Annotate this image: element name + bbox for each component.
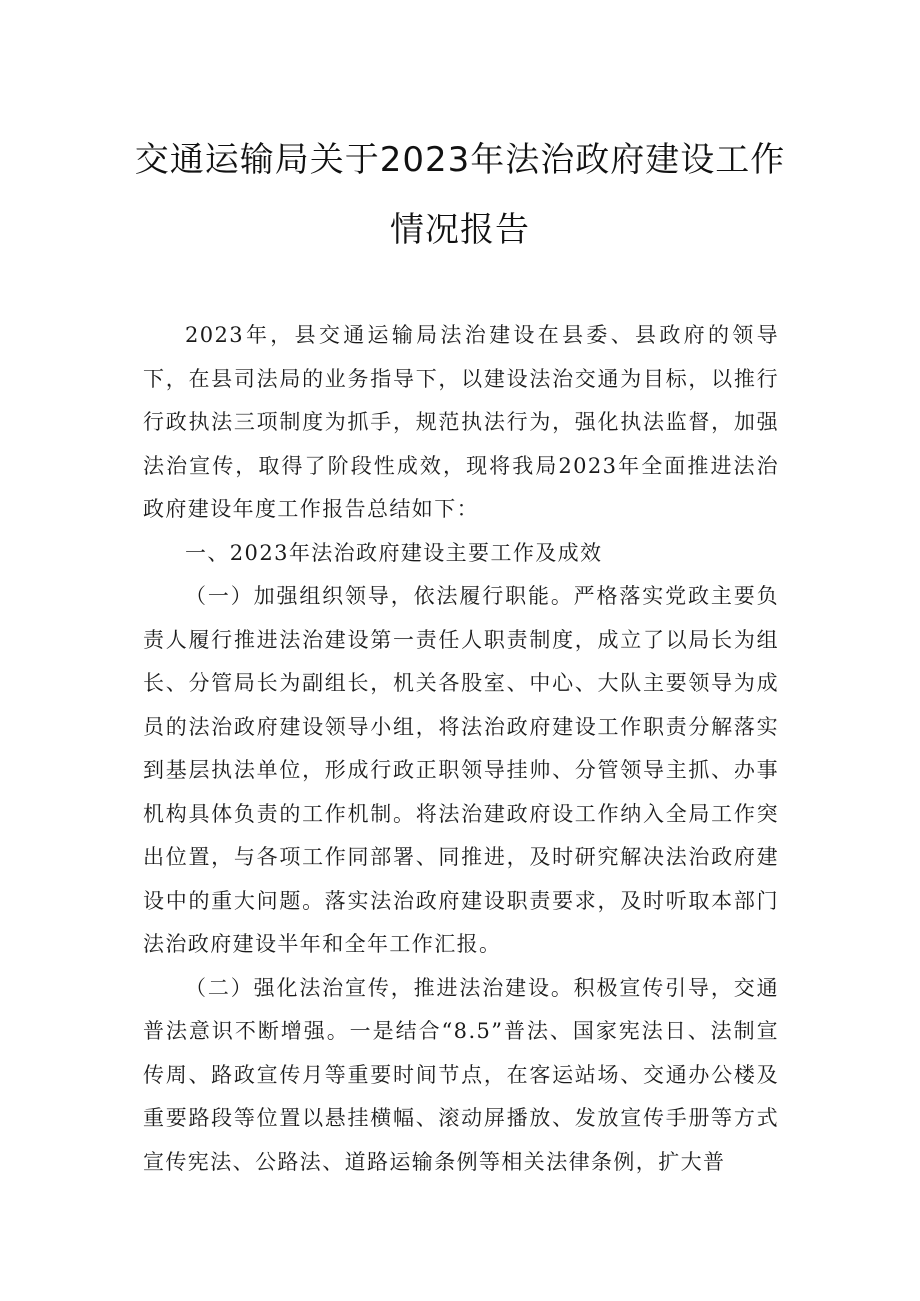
document-title-line-2: 情况报告 (390, 210, 530, 250)
document-title-line-1: 交通运输局关于2023年法治政府建设工作 (134, 140, 786, 180)
document-body (143, 314, 779, 1184)
section-heading-1: 一、2023年法治政府建设主要工作及成效 (185, 540, 603, 565)
intro-paragraph: 2023年，县交通运输局法治建设在县委、县政府的领导下，在县司法局的业务指导下，以建设法治交通为目标，以推行行政执法三项制度为抓手，规范执法行为，强化执法监督，加强法治宣传，取得了阶段性成效，现将我局2023年全面推进法治政府建设年度工作报告总结如下： (143, 323, 779, 521)
subsection-2-paragraph: （二）强化法治宣传，推进法治建设。积极宣传引导，交通普法意识不断增强。一是结合“8.5”普法、国家宪法日、法制宣传周、路政宣传月等重要时间节点，在客运站场、交通办公楼及重要路段等位置以悬挂横幅、滚动屏播放、发放宣传手册等方式宣传宪法、公路法、道路运输条例等相关法律条例，扩大普 (143, 975, 779, 1174)
subsection-1-paragraph: （一）加强组织领导，依法履行职能。严格落实党政主要负责人履行推进法治建设第一责任人职责制度，成立了以局长为组长、分管局长为副组长，机关各股室、中心、大队主要领导为成员的法治政府建设领导小组，将法治政府建设工作职责分解落实到基层执法单位，形成行政正职领导挂帅、分管领导主抓、办事机构具体负责的工作机制。将法治建政府设工作纳入全局工作突出位置，与各项工作同部署、同推进，及时研究解决法治政府建设中的重大问题。落实法治政府建设职责要求，及时听取本部门法治政府建设半年和全年工作汇报。 (143, 584, 779, 956)
